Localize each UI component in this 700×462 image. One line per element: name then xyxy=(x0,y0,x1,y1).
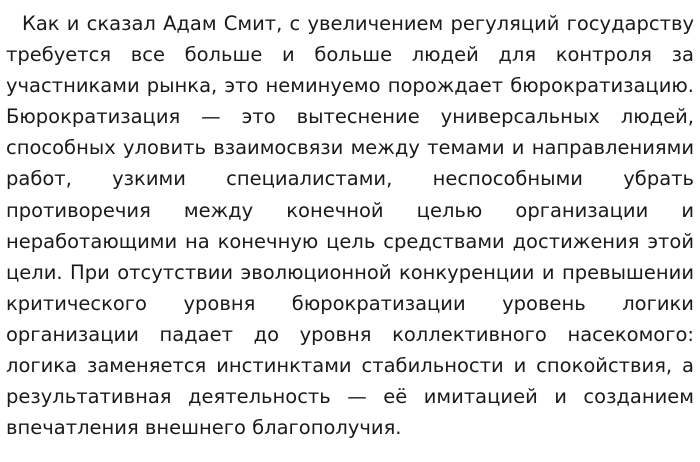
document-page xyxy=(6,8,694,443)
body-paragraph: Как и сказал Адам Смит, с увеличением регуляций государству требуется все больше и больше людей для контроля за участниками рынка, это неминуемо порождает бюрократизацию. Бюрократизация — это вытеснение универсальных людей, способных уловить взаимосвязи между темами и направлениями работ, узкими специалистами, неспособными убрать противоречия между конечной целью организации и неработающими на конечную цель средствами достижения этой цели. При отсутствии эволюционной конкуренции и превышении критического уровня бюрократизации уровень логики организации падает до уровня коллективного насекомого: логика заменяется инстинктами стабильности и спокойствия, а результативная деятельность — её имитацией и созданием впечатления внешнего благополучия. xyxy=(6,12,694,440)
